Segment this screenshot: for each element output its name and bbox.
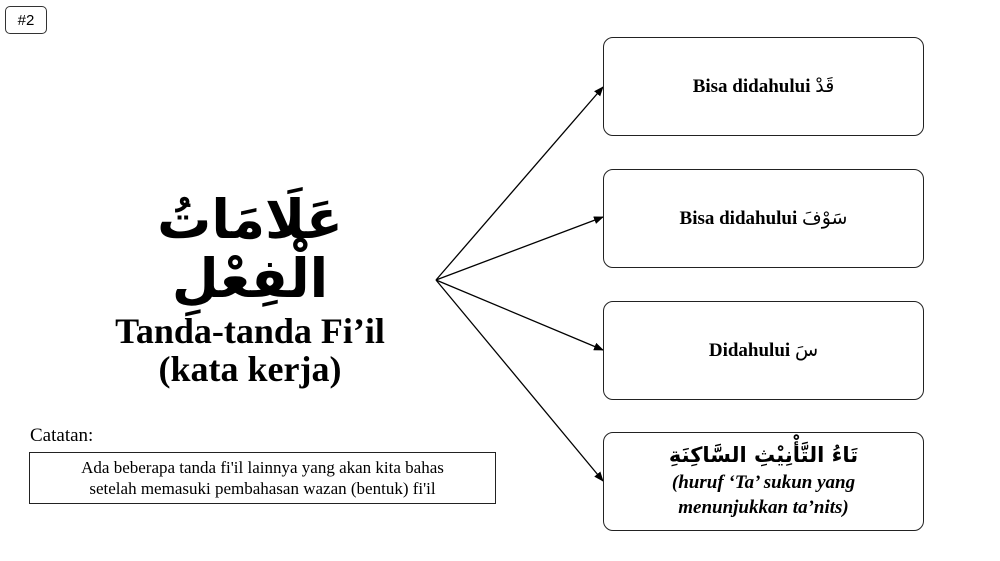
arabic-title: عَلَامَاتُ الْفِعْلِ xyxy=(157,188,343,311)
sign-label: Bisa didahului xyxy=(679,208,798,229)
note-box xyxy=(29,452,496,504)
sign-box-sa xyxy=(603,301,924,400)
note-line-2: setelah memasuki pembahasan wazan (bentuk) fi'il xyxy=(89,479,436,498)
sign-label: Bisa didahului xyxy=(692,76,811,97)
note-label: Catatan: xyxy=(30,425,94,446)
latin-subtitle: (kata kerja) xyxy=(158,348,342,389)
sign-arabic: سَ xyxy=(794,339,819,361)
sign-text xyxy=(693,75,835,98)
arrow-to-box-4 xyxy=(436,280,603,481)
sign-description-line2: menunjukkan ta’nits) xyxy=(678,497,849,519)
note-line-1: Ada beberapa tanda fi'il lainnya yang akan kita bahas xyxy=(81,457,444,477)
arrow-to-box-2 xyxy=(436,217,603,280)
sign-text xyxy=(709,339,818,362)
main-title-block xyxy=(70,190,430,388)
sign-description-line1: (huruf ‘Ta’ sukun yang xyxy=(671,471,856,493)
sign-label: Didahului xyxy=(708,340,791,361)
sign-box-qad xyxy=(603,37,924,136)
arrow-to-box-1 xyxy=(436,87,603,280)
arrow-to-box-3 xyxy=(436,280,603,350)
slide-number-badge: #2 xyxy=(5,6,47,34)
latin-title: Tanda-tanda Fi’il xyxy=(115,310,385,351)
sign-box-ta-tanits xyxy=(603,432,924,531)
sign-text xyxy=(680,207,848,230)
sign-arabic: سَوْفَ xyxy=(802,207,848,229)
sign-arabic: قَدْ xyxy=(815,75,835,97)
sign-arabic: تَاءُ التَّأْنِيْثِ السَّاكِنَةِ xyxy=(668,443,859,468)
sign-box-sawfa xyxy=(603,169,924,268)
